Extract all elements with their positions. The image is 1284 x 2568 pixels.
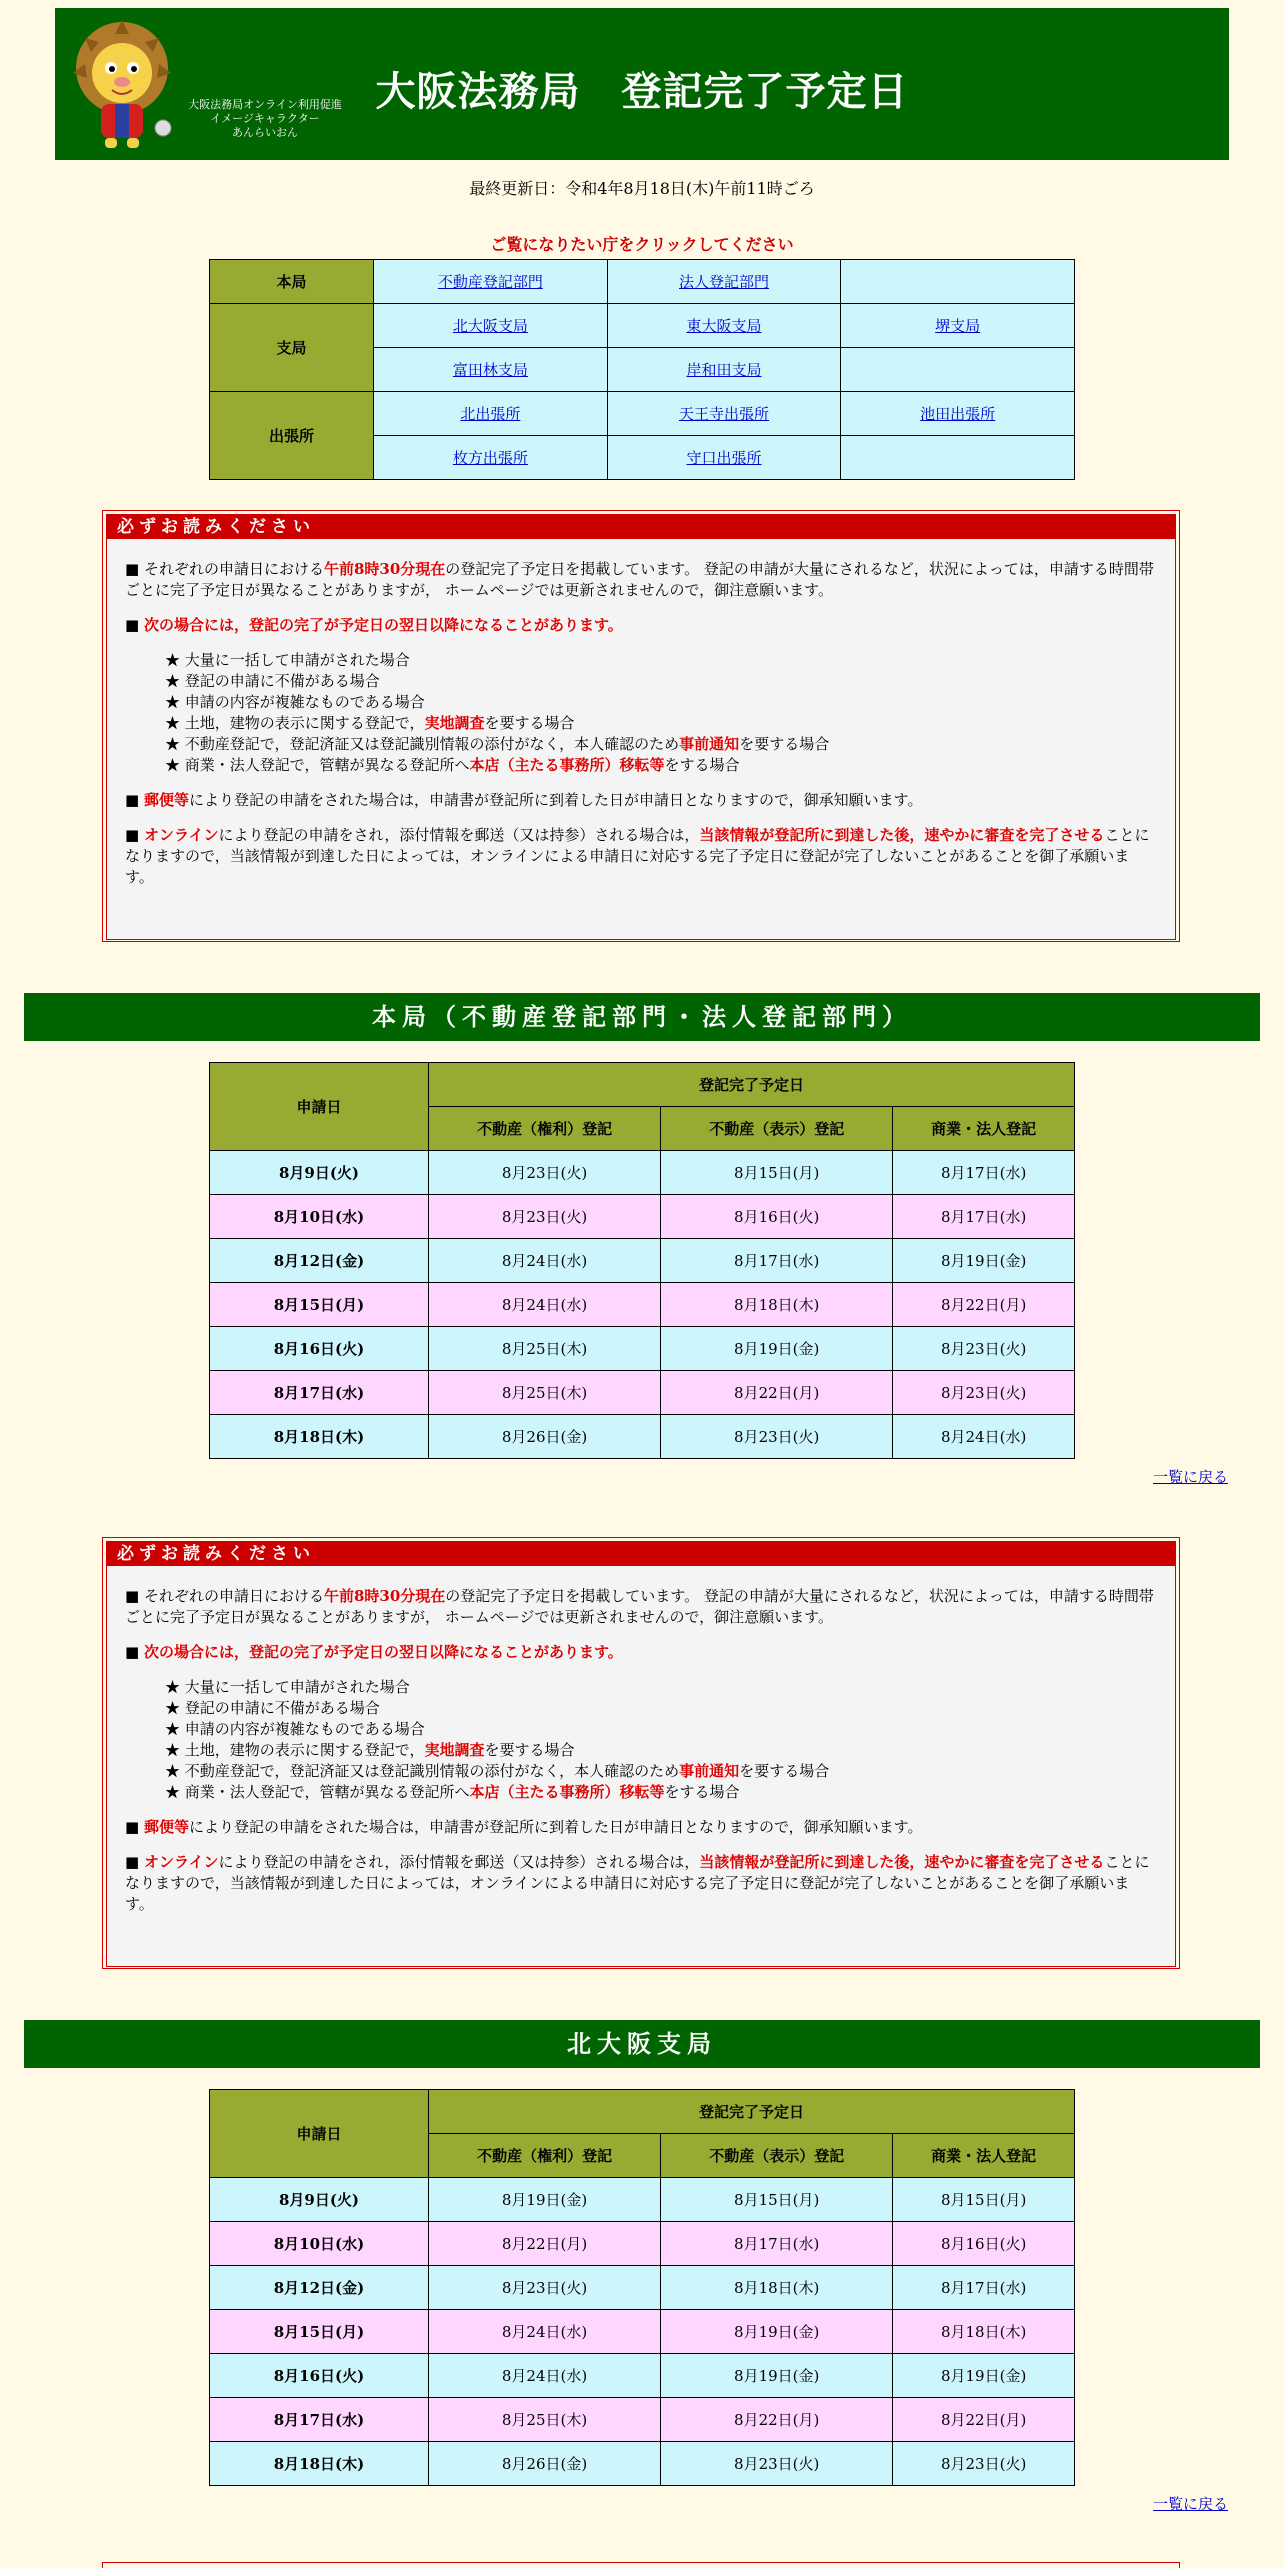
completion-date-cell: 8月23日(火): [429, 1151, 661, 1195]
completion-date-cell: 8月23日(火): [429, 1195, 661, 1239]
completion-date-cell: 8月22日(月): [429, 2222, 661, 2266]
notice-text: の登記完了予定日を掲載しています。 登記の申請が大量にされるなど，状況によっては，申請する時間帯ごとに完了予定日が異なることがありますが， ホームページでは更新されませんので，御注意願います。: [125, 1587, 1154, 1626]
notice-paragraph: [125, 1817, 1157, 1838]
apply-date-cell: 8月9日(火): [210, 2178, 429, 2222]
notice-box: [102, 510, 1180, 942]
completion-date-cell: 8月15日(月): [661, 2178, 893, 2222]
completion-date-cell: 8月18日(木): [661, 2266, 893, 2310]
header-display: 不動産（表示）登記: [661, 2134, 893, 2178]
apply-date-cell: 8月15日(月): [210, 2310, 429, 2354]
completion-date-cell: 8月17日(水): [661, 2222, 893, 2266]
notice-text: を要する場合: [484, 714, 575, 732]
delay-conditions-list: [165, 650, 1157, 776]
completion-date-cell: 8月22日(月): [661, 2398, 893, 2442]
header-apply-date: 申請日: [210, 2090, 429, 2178]
completion-date-cell: 8月24日(水): [893, 1415, 1075, 1459]
last-updated: 最終更新日：令和4年8月18日(木)午前11時ごろ: [469, 179, 815, 198]
notice-text: ★ 土地，建物の表示に関する登記で，: [165, 1741, 425, 1759]
completion-date-cell: 8月16日(火): [893, 2222, 1075, 2266]
schedule-table-honkyoku: [209, 1062, 1075, 1459]
nav-link-kita-osaka[interactable]: 北大阪支局: [452, 317, 528, 335]
table-row: [210, 1195, 1075, 1239]
section-banner-honkyoku: 本局（不動産登記部門・法人登記部門）: [24, 993, 1260, 1041]
completion-date-cell: 8月17日(水): [893, 1151, 1075, 1195]
header-completion: 登記完了予定日: [429, 2090, 1075, 2134]
completion-date-cell: 8月23日(火): [893, 2442, 1075, 2486]
nav-empty-cell: [841, 348, 1075, 392]
completion-date-cell: 8月24日(水): [429, 1283, 661, 1327]
completion-date-cell: 8月25日(木): [429, 1327, 661, 1371]
completion-date-cell: 8月22日(月): [893, 2398, 1075, 2442]
completion-date-cell: 8月22日(月): [661, 1371, 893, 1415]
notice-emphasis: 郵便等: [143, 791, 189, 809]
completion-date-cell: 8月23日(火): [661, 1415, 893, 1459]
notice-text: により登記の申請をされた場合は，申請書が登記所に到着した日が申請日となりますので，御承知願います。: [188, 791, 923, 809]
table-row: [210, 2354, 1075, 2398]
mascot-caption-line: あんらいおん: [232, 126, 298, 139]
table-row: [210, 2310, 1075, 2354]
notice-text: ★ 商業・法人登記で，管轄が異なる登記所へ: [165, 756, 470, 774]
completion-date-cell: 8月19日(金): [893, 1239, 1075, 1283]
notice-emphasis: 実地調査: [424, 1741, 485, 1759]
nav-row-head-honkyoku: 本局: [210, 260, 374, 304]
nav-link-tennoji[interactable]: 天王寺出張所: [679, 405, 770, 423]
completion-date-cell: 8月23日(火): [893, 1327, 1075, 1371]
notice-paragraph: [125, 1852, 1157, 1915]
notice-text: ★ 商業・法人登記で，管轄が異なる登記所へ: [165, 1783, 470, 1801]
notice-body: [107, 1566, 1175, 1947]
schedule-rows: [210, 2178, 1075, 2486]
notice-emphasis: 午前8時30分現在: [323, 1587, 446, 1605]
select-office-prompt: ご覧になりたい庁をクリックしてください: [490, 235, 794, 254]
schedule-table-kita-osaka: [209, 2089, 1075, 2486]
notice-paragraph: [125, 790, 1157, 811]
back-to-list-link[interactable]: 一覧に戻る: [1152, 1468, 1228, 1486]
notice-heading: 必ずお読みください: [107, 515, 1175, 539]
header-completion: 登記完了予定日: [429, 1063, 1075, 1107]
apply-date-cell: 8月18日(木): [210, 2442, 429, 2486]
list-item: ★ 大量に一括して申請がされた場合: [165, 651, 410, 669]
notice-text: を要する場合: [739, 1762, 830, 1780]
mascot-caption-line: 大阪法務局オンライン利用促進: [188, 98, 342, 111]
completion-date-cell: 8月19日(金): [661, 2354, 893, 2398]
table-row: [210, 2266, 1075, 2310]
notice-bullet: ■: [125, 1643, 144, 1661]
completion-date-cell: 8月15日(月): [893, 2178, 1075, 2222]
notice-emphasis: 当該情報が登記所に到達した後，速やかに審査を完了させる: [699, 826, 1105, 844]
notice-text: により登記の申請をされ，添付情報を郵送（又は持参）される場合は，: [218, 826, 700, 844]
notice-bullet: ■: [125, 1853, 144, 1871]
notice-text: を要する場合: [484, 1741, 575, 1759]
notice-text: を要する場合: [739, 735, 830, 753]
section-banner-kita-osaka: 北大阪支局: [24, 2020, 1260, 2068]
header-corp: 商業・法人登記: [893, 1107, 1075, 1151]
notice-box-partial: [102, 2562, 1180, 2568]
notice-text: ■ それぞれの申請日における: [125, 1587, 324, 1605]
list-item: ★ 登記の申請に不備がある場合: [165, 672, 380, 690]
table-row: [210, 1415, 1075, 1459]
notice-text: ■ それぞれの申請日における: [125, 560, 324, 578]
list-item: ★ 申請の内容が複雑なものである場合: [165, 1720, 425, 1738]
table-row: [210, 1283, 1075, 1327]
back-to-list-link-wrap: [1100, 2493, 1228, 2514]
notice-paragraph: [125, 615, 1157, 636]
nav-row-head-shutchojo: 出張所: [210, 392, 374, 480]
header-apply-date: 申請日: [210, 1063, 429, 1151]
notice-text: の登記完了予定日を掲載しています。 登記の申請が大量にされるなど，状況によっては，申請する時間帯ごとに完了予定日が異なることがありますが， ホームページでは更新されませんので，御注意願います。: [125, 560, 1154, 599]
nav-link-kita[interactable]: 北出張所: [460, 405, 521, 423]
nav-empty-cell: [841, 260, 1075, 304]
notice-text: ことになりますので，当該情報が到達した日によっては，オンラインによる申請日に対応する完了予定日に登記が完了しないことがあることを御了承願います。: [125, 826, 1150, 886]
table-row: [210, 1239, 1075, 1283]
completion-date-cell: 8月17日(水): [893, 1195, 1075, 1239]
list-item: ★ 申請の内容が複雑なものである場合: [165, 693, 425, 711]
page-title: 大阪法務局 登記完了予定日: [375, 69, 909, 115]
completion-date-cell: 8月25日(木): [429, 1371, 661, 1415]
completion-date-cell: 8月19日(金): [893, 2354, 1075, 2398]
table-row: [210, 2442, 1075, 2486]
completion-date-cell: 8月23日(火): [661, 2442, 893, 2486]
completion-date-cell: 8月23日(火): [893, 1371, 1075, 1415]
completion-date-cell: 8月26日(金): [429, 2442, 661, 2486]
list-item: [165, 713, 1157, 734]
completion-date-cell: 8月19日(金): [429, 2178, 661, 2222]
list-item: ★ 大量に一括して申請がされた場合: [165, 1678, 410, 1696]
mascot-caption-line: イメージキャラクター: [210, 112, 320, 125]
nav-link-ikeda[interactable]: 池田出張所: [920, 405, 996, 423]
notice-emphasis: 郵便等: [143, 1818, 189, 1836]
notice-text: をする場合: [664, 756, 740, 774]
nav-link-fudosan[interactable]: 不動産登記部門: [437, 273, 543, 291]
nav-link-hirakata[interactable]: 枚方出張所: [452, 449, 528, 467]
apply-date-cell: 8月18日(木): [210, 1415, 429, 1459]
header-rights: 不動産（権利）登記: [429, 2134, 661, 2178]
notice-emphasis: 当該情報が登記所に到達した後，速やかに審査を完了させる: [699, 1853, 1105, 1871]
table-row: [210, 2398, 1075, 2442]
back-to-list-link[interactable]: 一覧に戻る: [1152, 2495, 1228, 2513]
notice-emphasis: オンライン: [143, 826, 219, 844]
table-row: [210, 1151, 1075, 1195]
apply-date-cell: 8月10日(水): [210, 2222, 429, 2266]
notice-bullet: ■: [125, 791, 144, 809]
delay-conditions-list: [165, 1677, 1157, 1803]
nav-link-hojin[interactable]: 法人登記部門: [679, 273, 770, 291]
completion-date-cell: 8月17日(水): [893, 2266, 1075, 2310]
completion-date-cell: 8月22日(月): [893, 1283, 1075, 1327]
notice-paragraph: [125, 1586, 1157, 1628]
notice-emphasis: 事前通知: [679, 735, 740, 753]
back-to-list-link-wrap: [1100, 1466, 1228, 1487]
notice-bullet: ■: [125, 826, 144, 844]
header-corp: 商業・法人登記: [893, 2134, 1075, 2178]
table-row: [210, 1371, 1075, 1415]
notice-paragraph: [125, 825, 1157, 888]
list-item: [165, 755, 1157, 776]
notice-bullet: ■: [125, 1818, 144, 1836]
completion-date-cell: 8月24日(水): [429, 2354, 661, 2398]
completion-date-cell: 8月18日(木): [661, 1283, 893, 1327]
list-item: ★ 登記の申請に不備がある場合: [165, 1699, 380, 1717]
table-row: [210, 2178, 1075, 2222]
apply-date-cell: 8月12日(金): [210, 1239, 429, 1283]
completion-date-cell: 8月24日(水): [429, 1239, 661, 1283]
apply-date-cell: 8月16日(火): [210, 1327, 429, 1371]
header-display: 不動産（表示）登記: [661, 1107, 893, 1151]
completion-date-cell: 8月26日(金): [429, 1415, 661, 1459]
notice-emphasis: オンライン: [143, 1853, 219, 1871]
notice-text: により登記の申請をされ，添付情報を郵送（又は持参）される場合は，: [218, 1853, 700, 1871]
apply-date-cell: 8月9日(火): [210, 1151, 429, 1195]
table-row: [210, 2222, 1075, 2266]
notice-emphasis: 次の場合には，登記の完了が予定日の翌日以降になることがあります。: [143, 1643, 623, 1661]
nav-link-sakai[interactable]: 堺支局: [935, 317, 981, 335]
completion-date-cell: 8月15日(月): [661, 1151, 893, 1195]
list-item: [165, 1740, 1157, 1761]
notice-text: ★ 不動産登記で，登記済証又は登記識別情報の添付がなく，本人確認のため: [165, 1762, 680, 1780]
notice-text: ★ 土地，建物の表示に関する登記で，: [165, 714, 425, 732]
apply-date-cell: 8月16日(火): [210, 2354, 429, 2398]
nav-link-moriguchi[interactable]: 守口出張所: [686, 449, 762, 467]
completion-date-cell: 8月23日(火): [429, 2266, 661, 2310]
notice-heading: 必ずお読みください: [107, 1542, 1175, 1566]
list-item: [165, 1761, 1157, 1782]
notice-paragraph: [125, 559, 1157, 601]
notice-emphasis: 午前8時30分現在: [323, 560, 446, 578]
list-item: [165, 1782, 1157, 1803]
notice-text: をする場合: [664, 1783, 740, 1801]
apply-date-cell: 8月17日(水): [210, 1371, 429, 1415]
notice-emphasis: 本店（主たる事務所）移転等: [469, 756, 665, 774]
notice-emphasis: 事前通知: [679, 1762, 740, 1780]
apply-date-cell: 8月17日(水): [210, 2398, 429, 2442]
list-item: [165, 734, 1157, 755]
table-row: [210, 1327, 1075, 1371]
notice-emphasis: 本店（主たる事務所）移転等: [469, 1783, 665, 1801]
completion-date-cell: 8月24日(水): [429, 2310, 661, 2354]
schedule-rows: [210, 1151, 1075, 1459]
nav-link-kishiwada[interactable]: 岸和田支局: [686, 361, 762, 379]
page-header: [55, 8, 1229, 160]
completion-date-cell: 8月16日(火): [661, 1195, 893, 1239]
nav-row-head-shikyoku: 支局: [210, 304, 374, 392]
nav-link-higashi-osaka[interactable]: 東大阪支局: [686, 317, 762, 335]
apply-date-cell: 8月12日(金): [210, 2266, 429, 2310]
notice-text: ことになりますので，当該情報が到達した日によっては，オンラインによる申請日に対応する完了予定日に登記が完了しないことがあることを御了承願います。: [125, 1853, 1150, 1913]
notice-bullet: ■: [125, 616, 144, 634]
completion-date-cell: 8月25日(木): [429, 2398, 661, 2442]
notice-emphasis: 実地調査: [424, 714, 485, 732]
notice-body: [107, 539, 1175, 920]
office-navigation-table: [209, 259, 1075, 480]
header-rights: 不動産（権利）登記: [429, 1107, 661, 1151]
completion-date-cell: 8月19日(金): [661, 2310, 893, 2354]
notice-text: ★ 不動産登記で，登記済証又は登記識別情報の添付がなく，本人確認のため: [165, 735, 680, 753]
notice-paragraph: [125, 1642, 1157, 1663]
apply-date-cell: 8月10日(水): [210, 1195, 429, 1239]
apply-date-cell: 8月15日(月): [210, 1283, 429, 1327]
nav-link-tondabayashi[interactable]: 富田林支局: [452, 361, 528, 379]
nav-empty-cell: [841, 436, 1075, 480]
notice-box: [102, 1537, 1180, 1969]
notice-emphasis: 次の場合には，登記の完了が予定日の翌日以降になることがあります。: [143, 616, 623, 634]
completion-date-cell: 8月17日(水): [661, 1239, 893, 1283]
completion-date-cell: 8月18日(木): [893, 2310, 1075, 2354]
completion-date-cell: 8月19日(金): [661, 1327, 893, 1371]
notice-text: により登記の申請をされた場合は，申請書が登記所に到着した日が申請日となりますので，御承知願います。: [188, 1818, 923, 1836]
